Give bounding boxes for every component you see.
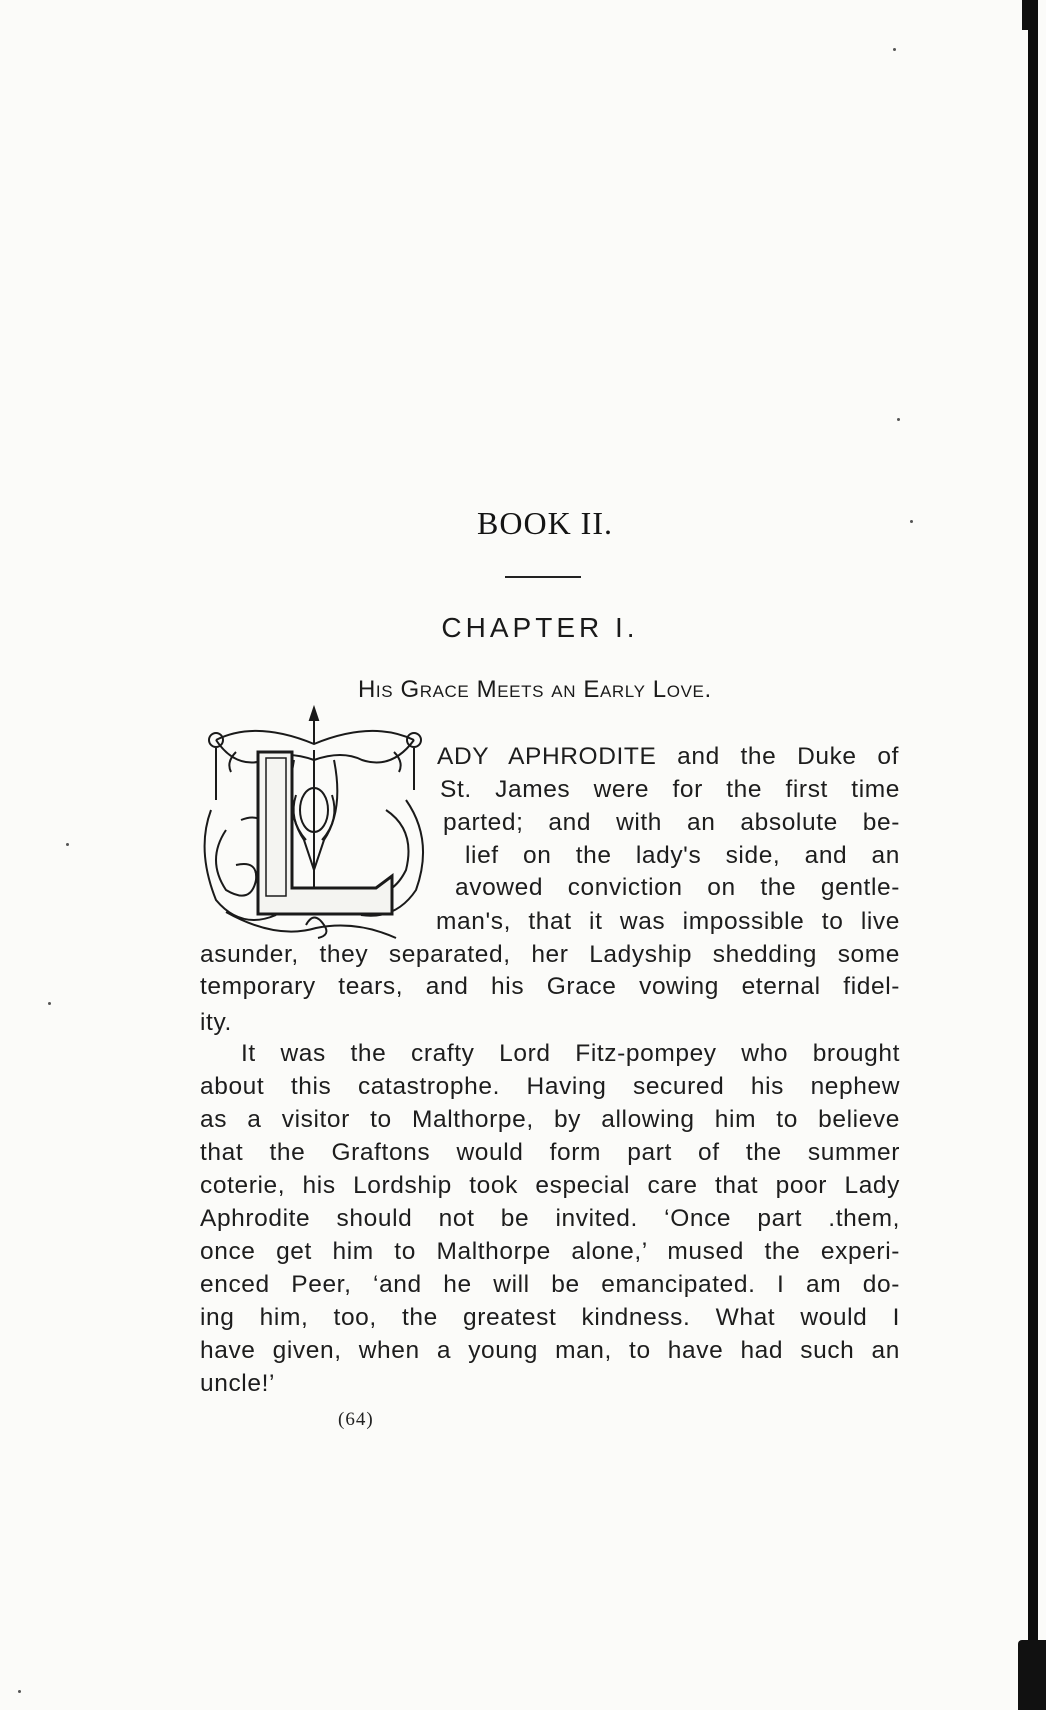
scan-speck [18,1690,21,1693]
text-line: enced Peer, ‘and he will be emancipated. I am do- [200,1271,900,1298]
text-line: as a visitor to Malthorpe, by allowing him to believe [200,1106,900,1133]
text-line: ing him, too, the greatest kindness. What would I [200,1304,900,1331]
binding-edge [1028,0,1038,1710]
text-line: once get him to Malthorpe alone,’ mused the experi- [200,1238,900,1265]
text-line: asunder, they separated, her Ladyship shedding some [200,941,900,968]
text-line: ADY APHRODITE and the Duke of [437,743,899,770]
book-heading: BOOK II. [477,505,613,541]
text-line: St. James were for the first time [440,776,900,803]
text-line: ity. [200,1009,232,1036]
text-line: uncle!’ [200,1370,276,1397]
chapter-subtitle: His Grace Meets an Early Love. [358,676,712,703]
text-line: that the Graftons would form part of the summer [200,1139,900,1166]
scan-speck [48,1002,51,1005]
text-line: temporary tears, and his Grace vowing eternal fidel- [200,973,900,1000]
scan-speck [66,843,69,846]
ornamental-initial-l-icon [196,700,434,946]
scan-speck [897,418,900,421]
page-number: (64) [338,1409,374,1430]
text-line: It was the crafty Lord Fitz-pompey who brought [241,1040,900,1067]
chapter-heading: CHAPTER I. [441,612,639,643]
text-line: avowed conviction on the gentle- [455,874,900,901]
scan-speck [893,48,896,51]
text-line: about this catastrophe. Having secured his nephew [200,1073,900,1100]
text-line: have given, when a young man, to have had such an [200,1337,900,1364]
text-line: Aphrodite should not be invited. ‘Once part .them, [200,1205,900,1232]
text-line: lief on the lady's side, and an [465,842,900,869]
binding-edge-top [1022,0,1030,30]
heading-rule [505,576,581,578]
text-line: parted; and with an absolute be- [443,809,900,836]
text-line: coterie, his Lordship took especial care that poor Lady [200,1172,900,1199]
scan-speck [910,520,913,523]
binding-edge-bottom [1018,1640,1046,1710]
text-line: man's, that it was impossible to live [436,908,900,935]
